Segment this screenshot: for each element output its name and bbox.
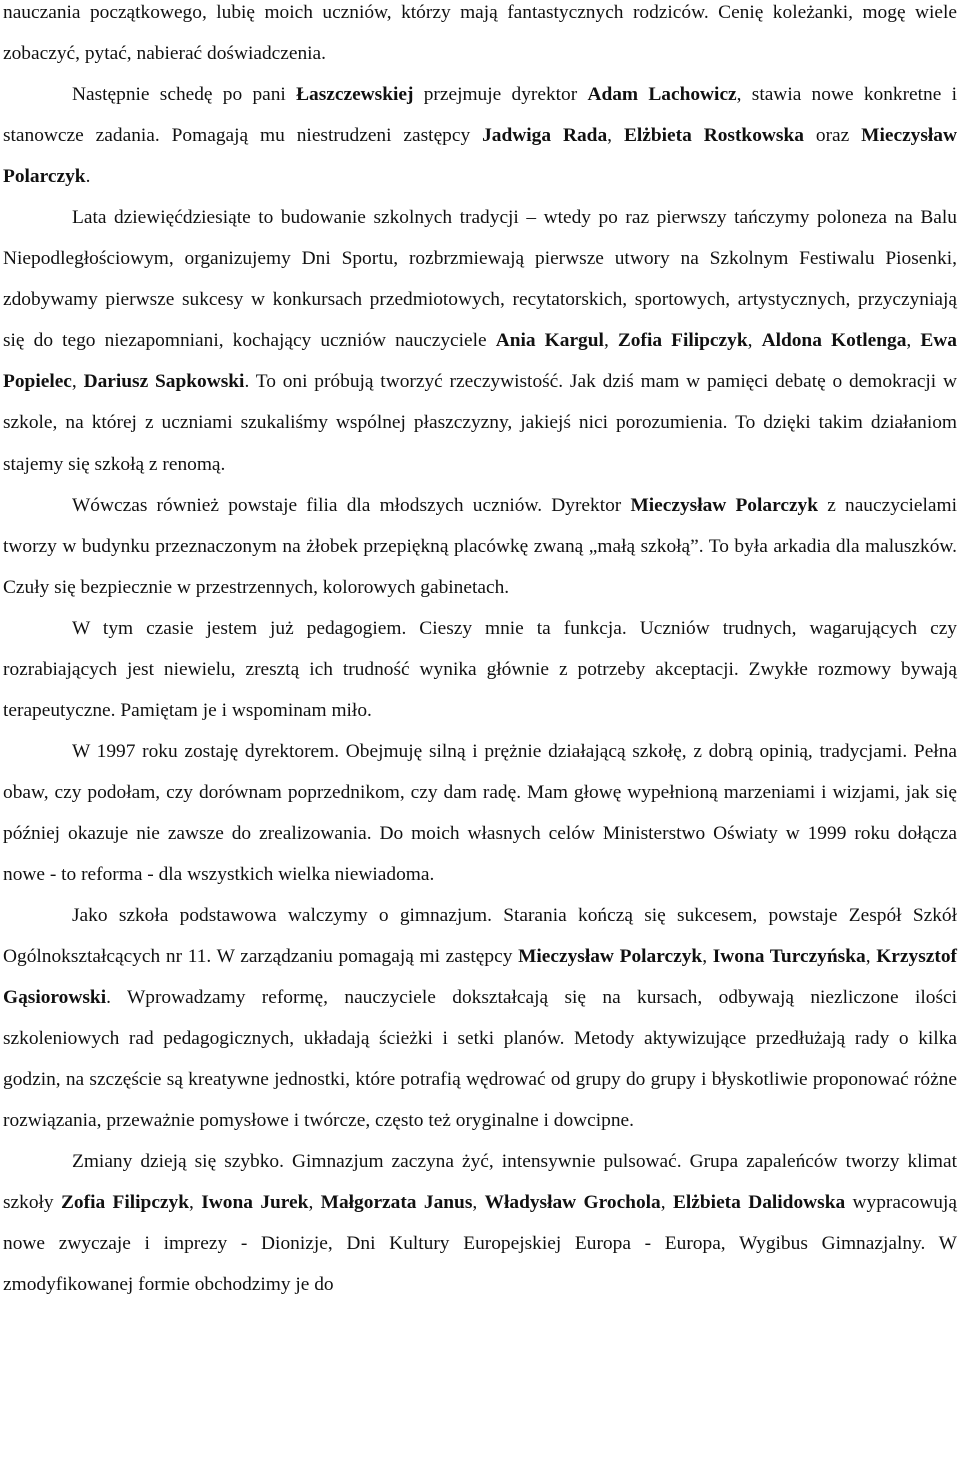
text-run: ,: [603, 330, 618, 352]
paragraph-1997: [3, 731, 957, 895]
person-name: Dariusz Sapkowski: [83, 371, 245, 393]
person-name: Mieczysław Polarczyk: [3, 125, 958, 188]
text-run: , stawia nowe konkretne i stanowcze zadania. Pomagają mu niestrudzeni zastępcy: [3, 84, 957, 147]
paragraph-gimnazjum: [3, 895, 957, 1141]
paragraph-nineties: [3, 197, 957, 484]
text-run: z nauczycielami tworzy w budynku przeznaczonym na żłobek przepiękną placówkę zwaną „małą szkołą”. To była arkadia dla maluszków. Czuły się bezpiecznie w przestrzennych, kolorowych gabinetach.: [3, 494, 957, 598]
text-run: .: [85, 166, 91, 188]
text-run: ,: [702, 946, 713, 968]
text-run: ,: [865, 946, 877, 968]
person-name: Aldona Kotlenga: [761, 330, 907, 352]
text-run: ,: [607, 125, 624, 147]
paragraph-filia: [3, 485, 957, 608]
paragraph-pedagog: [3, 608, 957, 731]
text-run: ,: [747, 330, 762, 352]
person-name: Zofia Filipczyk: [617, 330, 748, 352]
person-name: Mieczysław Polarczyk: [630, 494, 819, 516]
text-run: Zmiany dzieją się szybko. Gimnazjum zaczyna żyć, intensywnie pulsować. Grupa zapaleńców tworzy klimat szkoły: [3, 1151, 957, 1214]
person-name: Iwona Jurek: [201, 1192, 309, 1214]
paragraph-continuation: [3, 0, 957, 74]
text-run: przejmuje dyrektor: [413, 84, 588, 106]
person-name: Zofia Filipczyk: [61, 1192, 190, 1214]
person-name: Elżbieta Rostkowska: [623, 125, 804, 147]
text-run: Następnie schedę po pani: [72, 84, 297, 106]
text-run: Jako szkoła podstawowa walczymy o gimnazjum. Starania kończą się sukcesem, powstaje Zespół Szkół Ogólnokształcących nr 11. W zarządzaniu pomagają mi zastępcy: [3, 905, 957, 968]
text-run: wypracowują nowe zwyczaje i imprezy - Dionizje, Dni Kultury Europejskiej Europa - Europa, Wygibus Gimnazjalny. W zmodyfikowanej formie obchodzimy je do: [3, 1192, 957, 1296]
text-run: ,: [189, 1192, 202, 1214]
person-name: Adam Lachowicz: [587, 84, 737, 106]
text-run: Wówczas również powstaje filia dla młodszych uczniów. Dyrektor: [72, 494, 631, 516]
paragraph-text: nauczania początkowego, lubię moich uczniów, którzy mają fantastycznych rodziców. Cenię koleżanki, mogę wiele zobaczyć, pytać, nabierać doświadczenia.: [3, 2, 957, 65]
text-run: Lata dziewięćdziesiąte to budowanie szkolnych tradycji – wtedy po raz pierwszy tańczymy poloneza na Balu Niepodległościowym, organizujemy Dni Sportu, rozbrzmiewają pierwsze utwory na Szkolnym Festiwalu Piosenki, zdobywamy pierwsze sukcesy w konkursach przedmiotowych, recytatorskich, sportowych, artystycznych, przyczyniają się do tego niezapomniani, kochający uczniów nauczyciele: [3, 207, 957, 352]
person-name: Krzysztof Gąsiorowski: [3, 946, 957, 1009]
text-run: ,: [660, 1192, 673, 1214]
person-name: Elżbieta Dalidowska: [672, 1192, 846, 1214]
person-name: Łaszczewskiej: [296, 84, 414, 106]
person-name: Władysław Grochola: [484, 1192, 661, 1214]
paragraph-zmiany: [3, 1141, 957, 1305]
text-run: oraz: [803, 125, 862, 147]
text-run: . Wprowadzamy reformę, nauczyciele dokształcają się na kursach, odbywają niezliczone ilości szkoleniowych rad pedagogicznych, układają ścieżki i setki planów. Metody aktywizujące przedłużają rady o kilka godzin, na szczęście są kreatywne jednostki, które potrafią wędrować od grupy do grupy i błyskotliwie proponować różne rozwiązania, przeważnie pomysłowe i twórcze, często też oryginalne i dowcipne.: [3, 987, 957, 1132]
paragraph-text: W 1997 roku zostaję dyrektorem. Obejmuję silną i prężnie działającą szkołę, z dobrą opinią, tradycjami. Pełna obaw, czy podołam, czy dorównam poprzednikom, czy dam radę. Mam głowę wypełnioną marzeniami i wizjami, jak się później okazuje nie zawsze do zrealizowania. Do moich własnych celów Ministerstwo Oświaty w 1999 roku dołącza nowe - to reforma - dla wszystkich wielka niewiadoma.: [3, 740, 957, 885]
text-run: ,: [308, 1192, 321, 1214]
text-run: ,: [71, 371, 84, 393]
paragraph-text: W tym czasie jestem już pedagogiem. Cieszy mnie ta funkcja. Uczniów trudnych, wagarujących czy rozrabiających jest niewielu, zresztą ich trudność wynika głównie z potrzeby akceptacji. Zwykłe rozmowy bywają terapeutyczne. Pamiętam je i wspominam miło.: [3, 617, 957, 721]
person-name: Jadwiga Rada: [482, 125, 608, 147]
person-name: Iwona Turczyńska: [712, 946, 866, 968]
person-name: Małgorzata Janus: [320, 1192, 473, 1214]
text-run: ,: [906, 330, 921, 352]
text-run: ,: [472, 1192, 485, 1214]
paragraph-lachowicz: [3, 74, 957, 197]
text-run: . To oni próbują tworzyć rzeczywistość. Jak dziś mam w pamięci debatę o demokracji w szkole, na której z uczniami szukaliśmy wspólnej płaszczyzny, jakiejś nici porozumienia. To dzięki takim działaniom stajemy się szkołą z renomą.: [3, 371, 957, 475]
person-name: Ewa Popielec: [3, 330, 957, 393]
document-page: [3, 0, 957, 1306]
person-name: Mieczysław Polarczyk: [518, 946, 703, 968]
person-name: Ania Kargul: [495, 330, 604, 352]
